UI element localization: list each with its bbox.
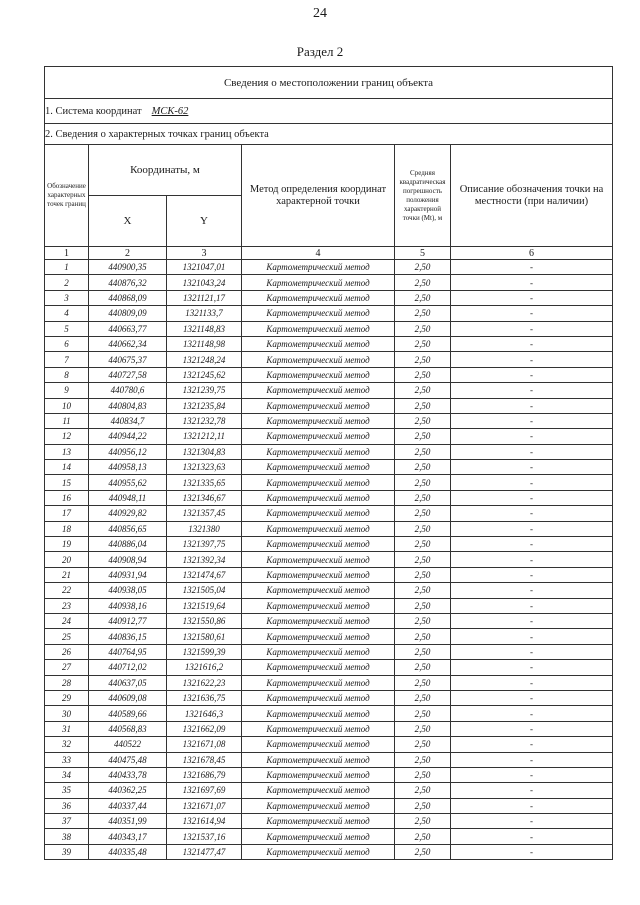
cell-point: 25 [45,629,89,644]
cell-description: - [451,260,613,275]
cell-x: 440876,32 [89,275,167,290]
points-section-label: 2. Сведения о характерных точках границ объекта [45,124,613,145]
cell-y: 1321392,34 [167,552,242,567]
cell-y: 1321397,75 [167,537,242,552]
cell-method: Картометрический метод [242,737,395,752]
cell-point: 18 [45,521,89,536]
table-row [45,429,613,444]
cell-y: 1321245,62 [167,367,242,382]
cell-accuracy: 2,50 [395,598,451,613]
cell-point: 23 [45,598,89,613]
cell-accuracy: 2,50 [395,352,451,367]
cell-method: Картометрический метод [242,398,395,413]
cell-point: 17 [45,506,89,521]
coordinate-system-label: 1. Система координат [45,105,142,117]
cell-description: - [451,814,613,829]
cell-point: 8 [45,367,89,382]
cell-method: Картометрический метод [242,336,395,351]
cell-x: 440727,58 [89,367,167,382]
cell-method: Картометрический метод [242,721,395,736]
cell-description: - [451,321,613,336]
cell-point: 10 [45,398,89,413]
cell-accuracy: 2,50 [395,506,451,521]
header-method: Метод определения координат характерной точки [242,145,395,247]
cell-accuracy: 2,50 [395,475,451,490]
cell-x: 440589,66 [89,706,167,721]
table-row [45,552,613,567]
cell-method: Картометрический метод [242,598,395,613]
cell-method: Картометрический метод [242,306,395,321]
cell-x: 440836,15 [89,629,167,644]
cell-y: 1321232,78 [167,413,242,428]
cell-point: 19 [45,537,89,552]
cell-y: 1321474,67 [167,567,242,582]
cell-x: 440637,05 [89,675,167,690]
cell-accuracy: 2,50 [395,490,451,505]
coordinates-table [44,66,613,860]
cell-y: 1321239,75 [167,383,242,398]
cell-point: 6 [45,336,89,351]
cell-accuracy: 2,50 [395,290,451,305]
cell-x: 440908,94 [89,552,167,567]
cell-y: 1321697,69 [167,783,242,798]
cell-method: Картометрический метод [242,275,395,290]
cell-method: Картометрический метод [242,537,395,552]
cell-accuracy: 2,50 [395,552,451,567]
cell-description: - [451,752,613,767]
cell-x: 440662,34 [89,336,167,351]
cell-description: - [451,706,613,721]
cell-y: 1321622,23 [167,675,242,690]
table-row [45,475,613,490]
coordinate-system-value: МСК-62 [151,105,189,117]
column-number: 2 [89,247,167,260]
cell-x: 440780,6 [89,383,167,398]
cell-accuracy: 2,50 [395,752,451,767]
cell-point: 39 [45,844,89,859]
cell-method: Картометрический метод [242,321,395,336]
cell-x: 440931,94 [89,567,167,582]
cell-y: 1321505,04 [167,583,242,598]
cell-point: 5 [45,321,89,336]
cell-description: - [451,690,613,705]
cell-y: 1321537,16 [167,829,242,844]
table-row [45,752,613,767]
table-row [45,490,613,505]
coordinate-system-row [45,99,613,124]
cell-y: 1321477,47 [167,844,242,859]
cell-x: 440948,11 [89,490,167,505]
cell-accuracy: 2,50 [395,306,451,321]
cell-point: 1 [45,260,89,275]
cell-accuracy: 2,50 [395,767,451,782]
cell-accuracy: 2,50 [395,798,451,813]
cell-accuracy: 2,50 [395,460,451,475]
cell-accuracy: 2,50 [395,537,451,552]
cell-x: 440337,44 [89,798,167,813]
cell-method: Картометрический метод [242,367,395,382]
cell-y: 1321323,63 [167,460,242,475]
table-row [45,767,613,782]
cell-accuracy: 2,50 [395,690,451,705]
cell-method: Картометрический метод [242,829,395,844]
table-row [45,783,613,798]
cell-x: 440938,05 [89,583,167,598]
cell-point: 28 [45,675,89,690]
cell-method: Картометрический метод [242,783,395,798]
cell-point: 24 [45,613,89,628]
cell-point: 27 [45,660,89,675]
cell-x: 440900,35 [89,260,167,275]
cell-description: - [451,660,613,675]
cell-description: - [451,613,613,628]
table-row [45,275,613,290]
cell-method: Картометрический метод [242,798,395,813]
cell-y: 1321235,84 [167,398,242,413]
cell-y: 1321550,86 [167,613,242,628]
table-row [45,367,613,382]
cell-accuracy: 2,50 [395,521,451,536]
cell-y: 1321248,24 [167,352,242,367]
cell-accuracy: 2,50 [395,660,451,675]
cell-method: Картометрический метод [242,767,395,782]
cell-accuracy: 2,50 [395,275,451,290]
cell-x: 440886,04 [89,537,167,552]
cell-description: - [451,844,613,859]
cell-x: 440663,77 [89,321,167,336]
cell-y: 1321636,75 [167,690,242,705]
table-row [45,413,613,428]
cell-description: - [451,306,613,321]
cell-description: - [451,398,613,413]
cell-x: 440609,08 [89,690,167,705]
cell-point: 29 [45,690,89,705]
cell-x: 440433,78 [89,767,167,782]
table-row [45,521,613,536]
cell-method: Картометрический метод [242,552,395,567]
cell-method: Картометрический метод [242,429,395,444]
cell-description: - [451,460,613,475]
table-row [45,706,613,721]
cell-method: Картометрический метод [242,629,395,644]
cell-x: 440568,83 [89,721,167,736]
cell-description: - [451,552,613,567]
cell-accuracy: 2,50 [395,260,451,275]
cell-y: 1321148,83 [167,321,242,336]
cell-point: 26 [45,644,89,659]
cell-method: Картометрический метод [242,567,395,582]
table-row [45,660,613,675]
table-title: Сведения о местоположении границ объекта [45,67,613,99]
cell-point: 7 [45,352,89,367]
cell-y: 1321519,64 [167,598,242,613]
cell-y: 1321357,45 [167,506,242,521]
cell-x: 440834,7 [89,413,167,428]
cell-x: 440912,77 [89,613,167,628]
cell-accuracy: 2,50 [395,829,451,844]
cell-accuracy: 2,50 [395,737,451,752]
cell-method: Картометрический метод [242,521,395,536]
cell-point: 32 [45,737,89,752]
cell-point: 22 [45,583,89,598]
table-row [45,537,613,552]
cell-accuracy: 2,50 [395,398,451,413]
cell-description: - [451,537,613,552]
cell-y: 1321662,09 [167,721,242,736]
cell-x: 440351,99 [89,814,167,829]
cell-y: 1321614,94 [167,814,242,829]
cell-point: 31 [45,721,89,736]
header-coordinates: Координаты, м [89,145,242,196]
table-row [45,398,613,413]
cell-point: 4 [45,306,89,321]
table-row [45,460,613,475]
table-row [45,613,613,628]
cell-y: 1321380 [167,521,242,536]
cell-x: 440675,37 [89,352,167,367]
cell-point: 2 [45,275,89,290]
cell-point: 30 [45,706,89,721]
cell-method: Картометрический метод [242,413,395,428]
cell-y: 1321346,67 [167,490,242,505]
cell-description: - [451,383,613,398]
table-row [45,721,613,736]
cell-accuracy: 2,50 [395,644,451,659]
cell-y: 1321047,01 [167,260,242,275]
cell-accuracy: 2,50 [395,706,451,721]
cell-accuracy: 2,50 [395,321,451,336]
table-row [45,352,613,367]
cell-accuracy: 2,50 [395,814,451,829]
cell-point: 33 [45,752,89,767]
table-row [45,336,613,351]
cell-description: - [451,798,613,813]
cell-accuracy: 2,50 [395,383,451,398]
cell-accuracy: 2,50 [395,567,451,582]
cell-x: 440958,13 [89,460,167,475]
cell-method: Картометрический метод [242,844,395,859]
cell-description: - [451,767,613,782]
cell-y: 1321580,61 [167,629,242,644]
cell-y: 1321686,79 [167,767,242,782]
cell-method: Картометрический метод [242,583,395,598]
cell-point: 35 [45,783,89,798]
cell-y: 1321671,08 [167,737,242,752]
cell-method: Картометрический метод [242,383,395,398]
cell-description: - [451,275,613,290]
cell-x: 440522 [89,737,167,752]
column-number-row [45,247,613,260]
cell-description: - [451,629,613,644]
table-row [45,629,613,644]
cell-description: - [451,783,613,798]
cell-description: - [451,413,613,428]
cell-method: Картометрический метод [242,260,395,275]
cell-method: Картометрический метод [242,660,395,675]
cell-description: - [451,352,613,367]
cell-description: - [451,721,613,736]
cell-accuracy: 2,50 [395,583,451,598]
cell-description: - [451,336,613,351]
cell-x: 440343,17 [89,829,167,844]
cell-accuracy: 2,50 [395,413,451,428]
cell-x: 440944,22 [89,429,167,444]
cell-x: 440335,48 [89,844,167,859]
cell-x: 440938,16 [89,598,167,613]
cell-accuracy: 2,50 [395,613,451,628]
cell-accuracy: 2,50 [395,721,451,736]
cell-x: 440856,65 [89,521,167,536]
cell-accuracy: 2,50 [395,367,451,382]
cell-description: - [451,490,613,505]
column-number: 6 [451,247,613,260]
cell-x: 440868,09 [89,290,167,305]
cell-y: 1321304,83 [167,444,242,459]
cell-description: - [451,290,613,305]
cell-point: 9 [45,383,89,398]
cell-point: 15 [45,475,89,490]
header-x: X [89,196,167,247]
cell-x: 440475,48 [89,752,167,767]
cell-method: Картометрический метод [242,675,395,690]
cell-point: 36 [45,798,89,813]
cell-method: Картометрический метод [242,475,395,490]
cell-y: 1321148,98 [167,336,242,351]
cell-accuracy: 2,50 [395,336,451,351]
cell-method: Картометрический метод [242,752,395,767]
cell-y: 1321121,17 [167,290,242,305]
cell-description: - [451,367,613,382]
table-row [45,444,613,459]
cell-point: 12 [45,429,89,444]
table-row [45,844,613,859]
cell-point: 13 [45,444,89,459]
table-row [45,690,613,705]
cell-accuracy: 2,50 [395,629,451,644]
column-number: 1 [45,247,89,260]
cell-accuracy: 2,50 [395,429,451,444]
cell-x: 440764,95 [89,644,167,659]
cell-x: 440804,83 [89,398,167,413]
cell-accuracy: 2,50 [395,783,451,798]
cell-accuracy: 2,50 [395,844,451,859]
cell-method: Картометрический метод [242,460,395,475]
cell-description: - [451,737,613,752]
header-point: Обозначение характерных точек границ [45,145,89,247]
cell-method: Картометрический метод [242,290,395,305]
cell-accuracy: 2,50 [395,444,451,459]
cell-method: Картометрический метод [242,690,395,705]
cell-method: Картометрический метод [242,506,395,521]
cell-point: 20 [45,552,89,567]
cell-description: - [451,506,613,521]
cell-method: Картометрический метод [242,814,395,829]
cell-method: Картометрический метод [242,352,395,367]
cell-description: - [451,583,613,598]
header-y: Y [167,196,242,247]
cell-y: 1321133,7 [167,306,242,321]
header-row-top [45,145,613,196]
table-row [45,644,613,659]
table-row [45,321,613,336]
cell-description: - [451,567,613,582]
table-row [45,306,613,321]
cell-point: 11 [45,413,89,428]
cell-point: 14 [45,460,89,475]
cell-point: 21 [45,567,89,582]
cell-description: - [451,429,613,444]
column-number: 5 [395,247,451,260]
cell-x: 440809,09 [89,306,167,321]
table-row [45,290,613,305]
table-row [45,829,613,844]
table-row [45,567,613,582]
cell-method: Картометрический метод [242,613,395,628]
cell-method: Картометрический метод [242,644,395,659]
cell-point: 3 [45,290,89,305]
cell-description: - [451,644,613,659]
table-row [45,798,613,813]
page-number: 24 [313,6,327,21]
header-accuracy: Средняя квадратическая погрешность положения характерной точки (Mt), м [395,145,451,247]
cell-y: 1321678,45 [167,752,242,767]
table-row [45,260,613,275]
table-row [45,814,613,829]
points-section-row [45,124,613,145]
cell-x: 440956,12 [89,444,167,459]
cell-y: 1321335,65 [167,475,242,490]
cell-method: Картометрический метод [242,490,395,505]
cell-description: - [451,444,613,459]
cell-description: - [451,829,613,844]
cell-accuracy: 2,50 [395,675,451,690]
section-title: Раздел 2 [296,44,344,59]
cell-x: 440712,02 [89,660,167,675]
table-row [45,675,613,690]
cell-y: 1321599,39 [167,644,242,659]
cell-method: Картометрический метод [242,444,395,459]
cell-x: 440362,25 [89,783,167,798]
column-number: 4 [242,247,395,260]
cell-point: 34 [45,767,89,782]
table-row [45,383,613,398]
cell-description: - [451,675,613,690]
header-description: Описание обозначения точки на местности (при наличии) [451,145,613,247]
cell-description: - [451,521,613,536]
cell-point: 38 [45,829,89,844]
cell-y: 1321212,11 [167,429,242,444]
cell-x: 440929,82 [89,506,167,521]
cell-y: 1321043,24 [167,275,242,290]
cell-point: 37 [45,814,89,829]
cell-y: 1321671,07 [167,798,242,813]
table-row [45,598,613,613]
cell-method: Картометрический метод [242,706,395,721]
table-row [45,583,613,598]
table-title-row [45,67,613,99]
cell-description: - [451,598,613,613]
cell-y: 1321616,2 [167,660,242,675]
table-row [45,737,613,752]
cell-point: 16 [45,490,89,505]
column-number: 3 [167,247,242,260]
cell-description: - [451,475,613,490]
table-row [45,506,613,521]
cell-y: 1321646,3 [167,706,242,721]
cell-x: 440955,62 [89,475,167,490]
